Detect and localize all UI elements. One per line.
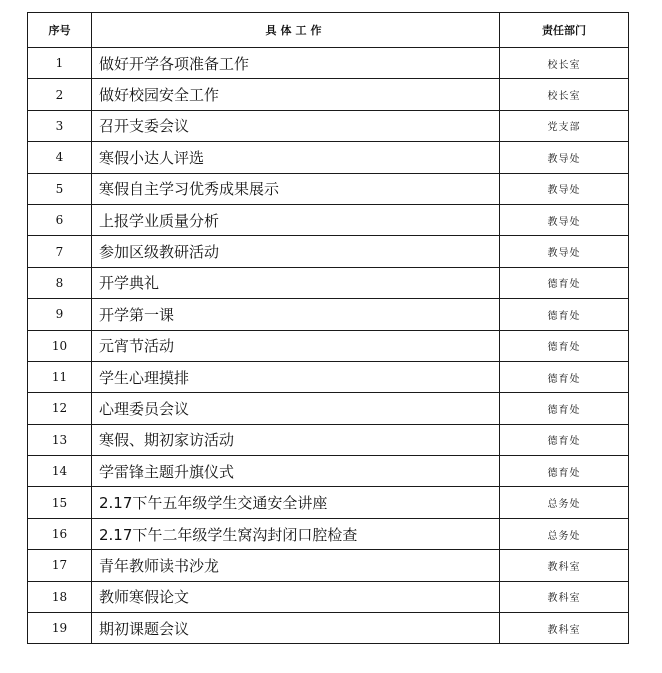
row-number: 3 <box>28 110 92 141</box>
table-row <box>28 613 629 644</box>
row-department: 教导处 <box>500 173 629 204</box>
table-row <box>28 79 629 110</box>
table-row <box>28 330 629 361</box>
table-row <box>28 204 629 235</box>
header-work: 具体工作 <box>92 13 500 48</box>
row-task: 开学第一课 <box>92 299 500 330</box>
row-department: 德育处 <box>500 361 629 392</box>
row-task: 上报学业质量分析 <box>92 204 500 235</box>
row-task: 寒假小达人评选 <box>92 142 500 173</box>
table-row <box>28 518 629 549</box>
row-department: 校长室 <box>500 79 629 110</box>
row-number: 14 <box>28 456 92 487</box>
row-task: 期初课题会议 <box>92 613 500 644</box>
row-task: 教师寒假论文 <box>92 581 500 612</box>
row-task: 青年教师读书沙龙 <box>92 550 500 581</box>
row-number: 1 <box>28 48 92 79</box>
table-row <box>28 456 629 487</box>
table-row <box>28 424 629 455</box>
row-department: 校长室 <box>500 48 629 79</box>
header-num: 序号 <box>28 13 92 48</box>
row-task: 学生心理摸排 <box>92 361 500 392</box>
row-task: 2.17下午五年级学生交通安全讲座 <box>92 487 500 518</box>
row-task: 做好校园安全工作 <box>92 79 500 110</box>
row-department: 德育处 <box>500 299 629 330</box>
row-number: 19 <box>28 613 92 644</box>
work-schedule-table <box>27 12 629 644</box>
row-task: 2.17下午二年级学生窝沟封闭口腔检查 <box>92 518 500 549</box>
row-department: 德育处 <box>500 456 629 487</box>
row-department: 教科室 <box>500 581 629 612</box>
row-number: 17 <box>28 550 92 581</box>
row-number: 4 <box>28 142 92 173</box>
row-number: 5 <box>28 173 92 204</box>
table-row <box>28 550 629 581</box>
row-task: 学雷锋主题升旗仪式 <box>92 456 500 487</box>
row-department: 德育处 <box>500 393 629 424</box>
row-number: 13 <box>28 424 92 455</box>
row-task: 寒假、期初家访活动 <box>92 424 500 455</box>
table-row <box>28 110 629 141</box>
row-department: 教导处 <box>500 236 629 267</box>
table-row <box>28 299 629 330</box>
row-department: 教导处 <box>500 142 629 173</box>
row-task: 元宵节活动 <box>92 330 500 361</box>
table-row <box>28 361 629 392</box>
row-number: 2 <box>28 79 92 110</box>
row-department: 教科室 <box>500 550 629 581</box>
table-row <box>28 267 629 298</box>
row-task: 做好开学各项准备工作 <box>92 48 500 79</box>
table-row <box>28 173 629 204</box>
header-dept: 责任部门 <box>500 13 629 48</box>
row-number: 18 <box>28 581 92 612</box>
row-number: 6 <box>28 204 92 235</box>
row-department: 德育处 <box>500 424 629 455</box>
row-task: 开学典礼 <box>92 267 500 298</box>
table-header-row <box>28 13 629 48</box>
row-number: 9 <box>28 299 92 330</box>
row-task: 寒假自主学习优秀成果展示 <box>92 173 500 204</box>
work-schedule-sheet <box>27 12 628 644</box>
row-number: 7 <box>28 236 92 267</box>
row-department: 总务处 <box>500 518 629 549</box>
table-row <box>28 581 629 612</box>
table-row <box>28 393 629 424</box>
row-task: 参加区级教研活动 <box>92 236 500 267</box>
row-number: 15 <box>28 487 92 518</box>
table-row <box>28 236 629 267</box>
row-department: 党支部 <box>500 110 629 141</box>
row-number: 10 <box>28 330 92 361</box>
row-number: 16 <box>28 518 92 549</box>
row-task: 召开支委会议 <box>92 110 500 141</box>
row-department: 德育处 <box>500 267 629 298</box>
row-department: 教导处 <box>500 204 629 235</box>
table-body <box>28 48 629 644</box>
table-row <box>28 142 629 173</box>
row-number: 8 <box>28 267 92 298</box>
row-number: 11 <box>28 361 92 392</box>
table-row <box>28 487 629 518</box>
row-task: 心理委员会议 <box>92 393 500 424</box>
row-department: 德育处 <box>500 330 629 361</box>
row-department: 教科室 <box>500 613 629 644</box>
row-number: 12 <box>28 393 92 424</box>
row-department: 总务处 <box>500 487 629 518</box>
table-row <box>28 48 629 79</box>
